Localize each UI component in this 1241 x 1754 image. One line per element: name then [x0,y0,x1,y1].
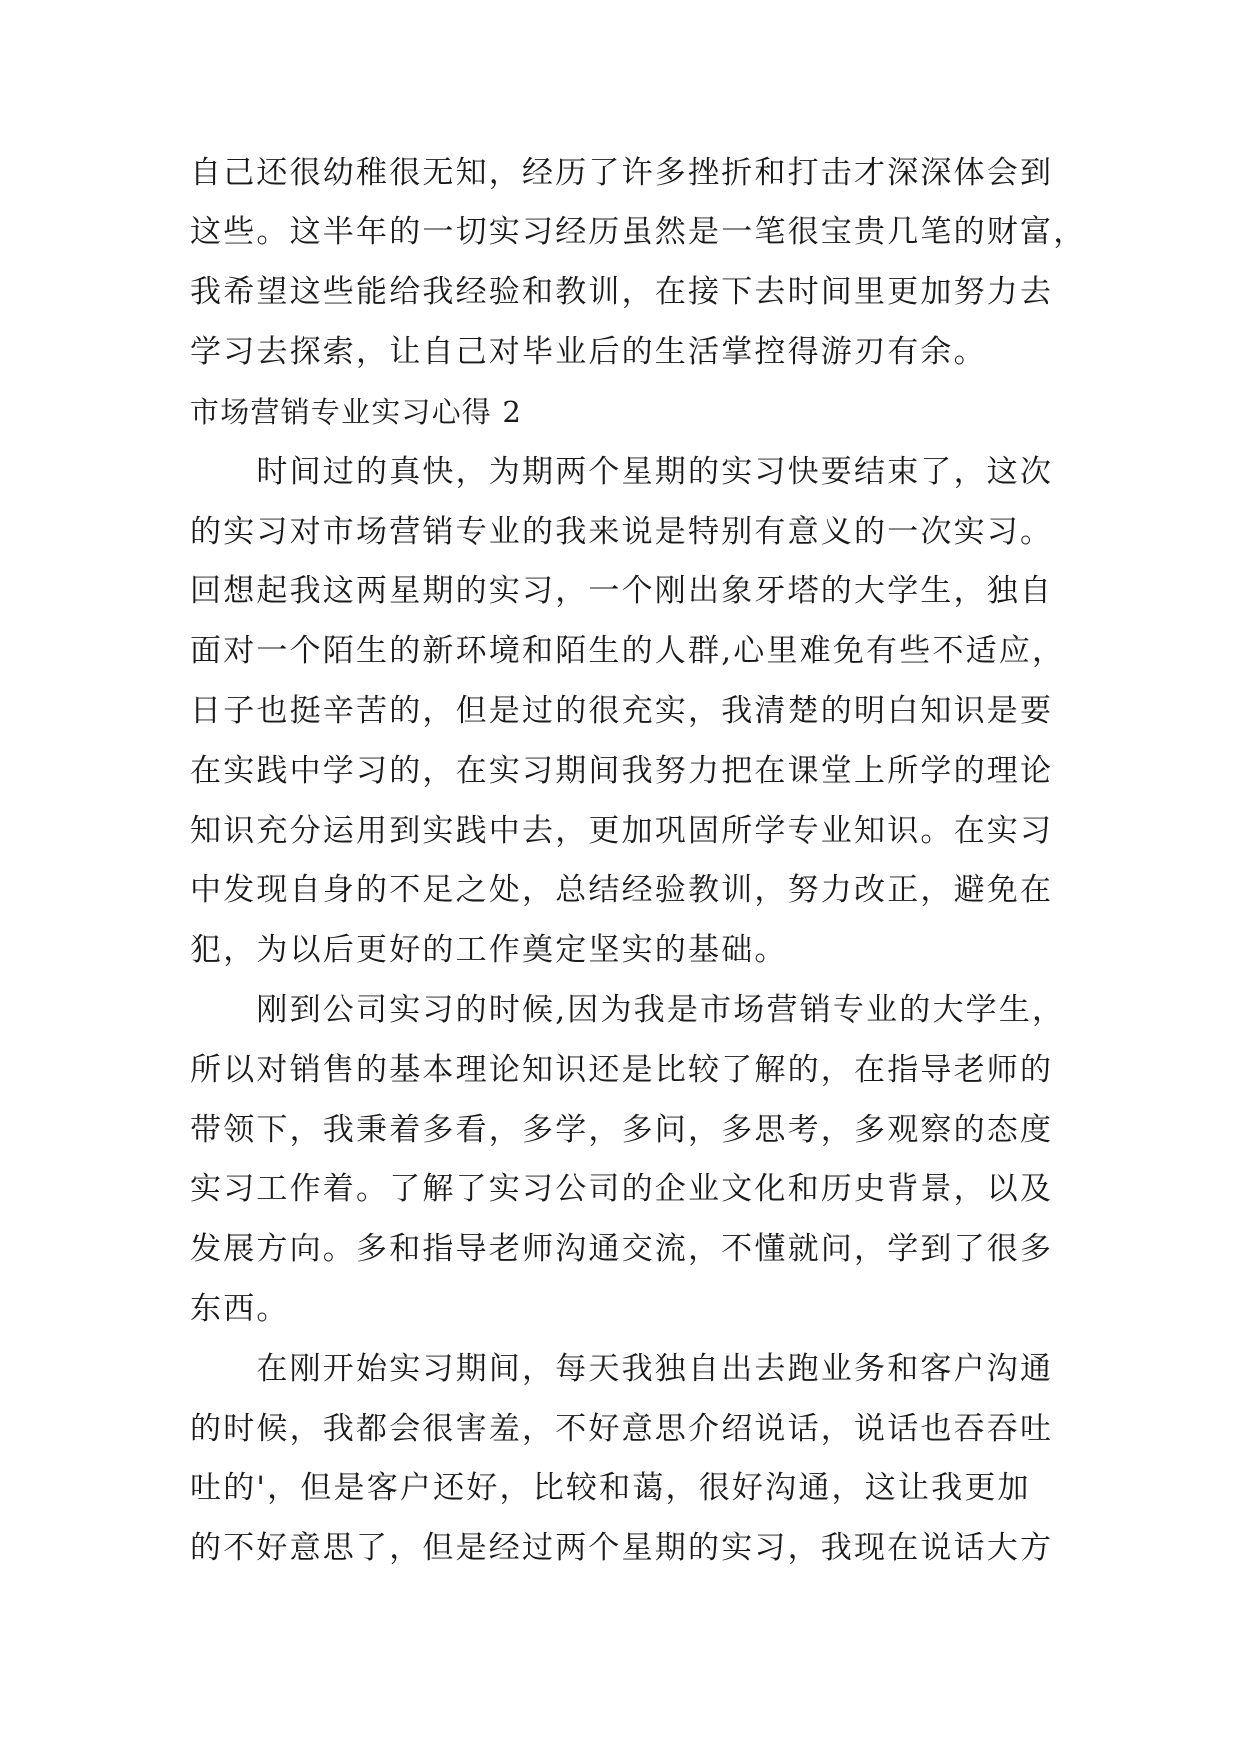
text-line: 日子也挺辛苦的，但是过的很充实，我清楚的明白知识是要 [190,693,1054,729]
text-line: 刚到公司实习的时候,因为我是市场营销专业的大学生， [190,992,1066,1028]
text-line: 带领下，我秉着多看，多学，多问，多思考，多观察的态度 [190,1112,1054,1148]
text-line: 时间过的真快，为期两个星期的实习快要结束了，这次 [190,454,1054,490]
text-line: 这些。这半年的一切实习经历虽然是一笔很宝贵几笔的财富， [190,214,1087,250]
text-line: 知识充分运用到实践中去，更加巩固所学专业知识。在实习 [190,813,1054,849]
text-line: 的实习对市场营销专业的我来说是特别有意义的一次实习。 [190,514,1054,550]
text-line: 回想起我这两星期的实习，一个刚出象牙塔的大学生，独自 [190,573,1054,609]
text-line: 面对一个陌生的新环境和陌生的人群,心里难免有些不适应， [190,633,1066,669]
section-heading: 市场营销专业实习心得 2 [190,395,523,429]
text-line: 在实践中学习的，在实习期间我努力把在课堂上所学的理论 [190,753,1054,789]
text-line: 所以对销售的基本理论知识还是比较了解的，在指导老师的 [190,1052,1054,1088]
text-line: 发展方向。多和指导老师沟通交流，不懂就问，学到了很多 [190,1231,1054,1267]
text-line: 中发现自身的不足之处，总结经验教训，努力改正，避免在 [190,872,1054,908]
text-line: 的不好意思了，但是经过两个星期的实习，我现在说话大方 [190,1530,1054,1566]
text-line: 学习去探索，让自己对毕业后的生活掌控得游刃有余。 [190,334,987,370]
text-line: 实习工作着。了解了实习公司的企业文化和历史背景，以及 [190,1171,1054,1207]
text-line: 我希望这些能给我经验和教训，在接下去时间里更加努力去 [190,274,1054,310]
text-line: 自己还很幼稚很无知，经历了许多挫折和打击才深深体会到 [190,155,1054,191]
text-line: 的时候，我都会很害羞，不好意思介绍说话，说话也吞吞吐 [190,1411,1054,1447]
text-line: 东西。 [190,1291,290,1327]
text-line: 犯，为以后更好的工作奠定坚实的基础。 [190,932,788,968]
text-line: 吐的'，但是客户还好，比较和蔼，很好沟通，这让我更加 [190,1470,1031,1506]
text-line: 在刚开始实习期间，每天我独自出去跑业务和客户沟通 [190,1351,1054,1387]
